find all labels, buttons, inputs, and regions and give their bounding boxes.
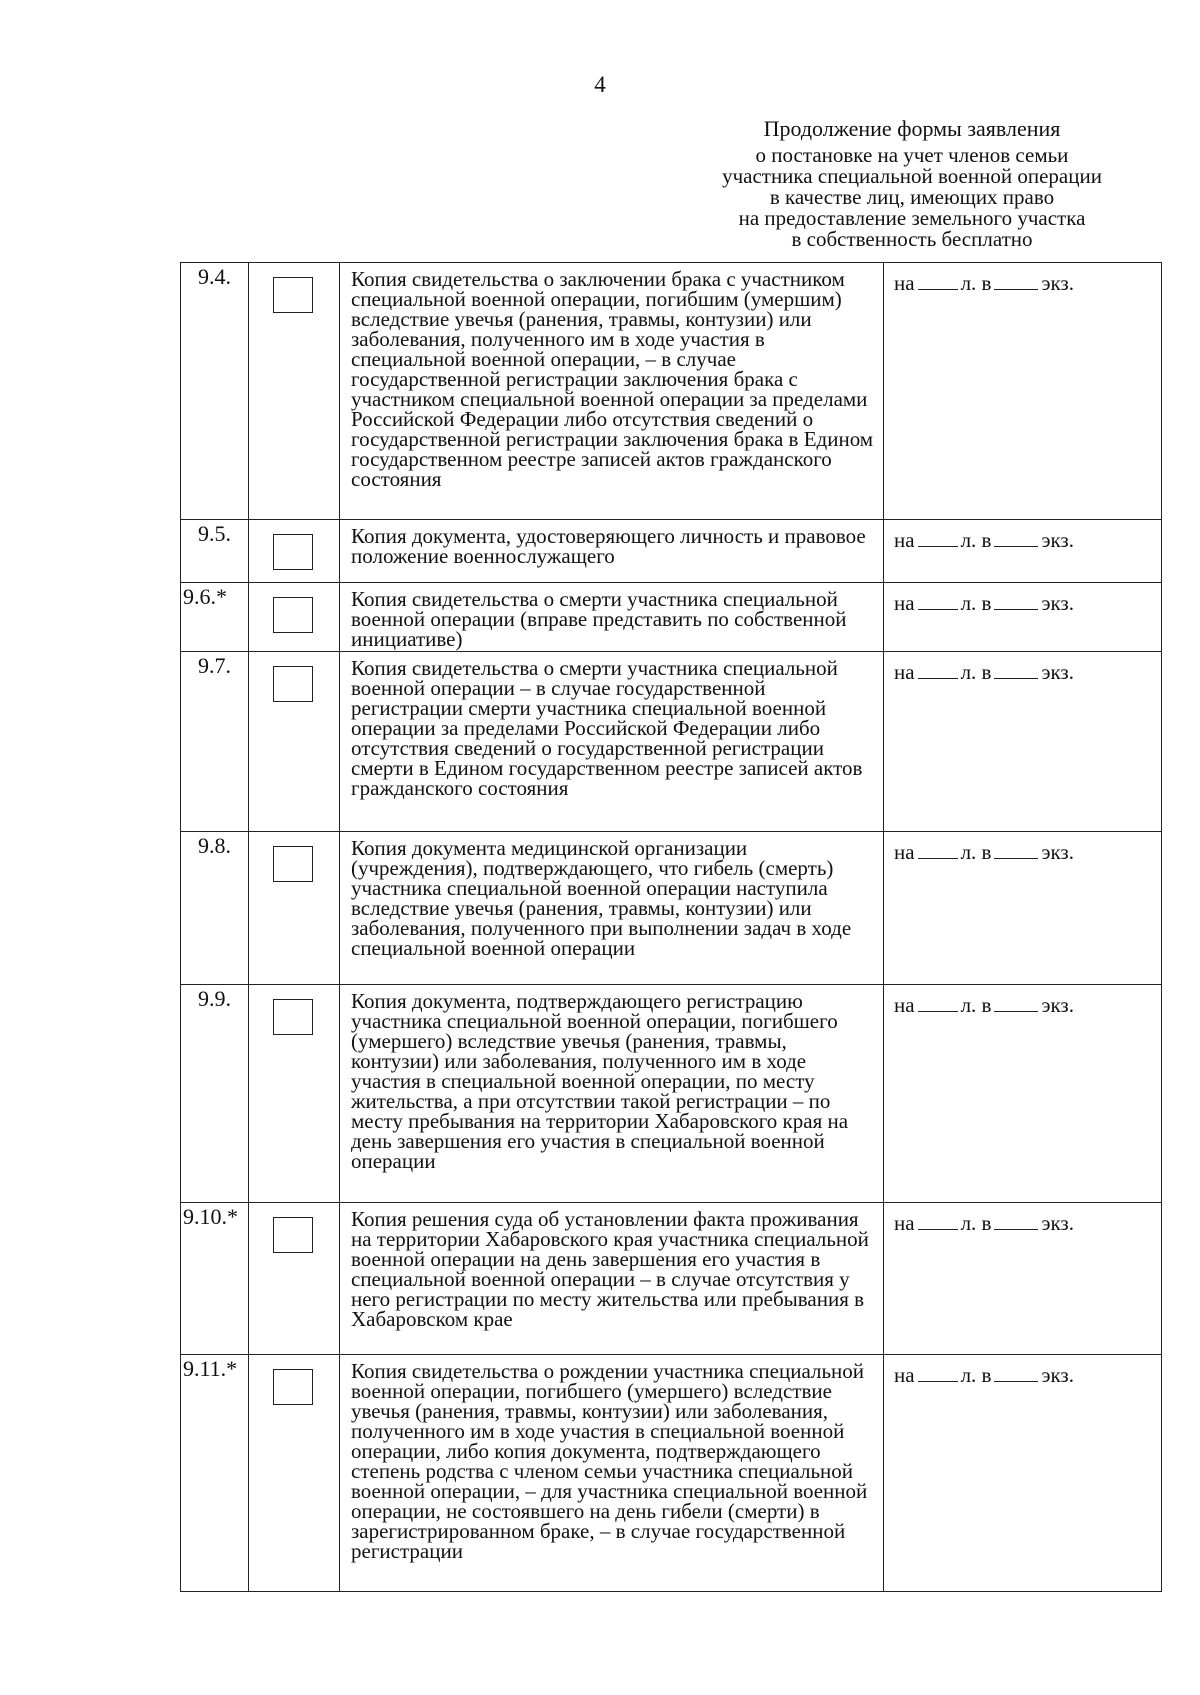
sheets-count-field[interactable] [918,532,958,547]
sheets-label: л. в [960,660,992,684]
row-description: Копия свидетельства о заключении брака с участником специальной военной операции, погибшим (умершим) вследствие увечья (ранения, травмы, контузии) или заболевания, полученного им в ходе участия в специальной военной операции, – в случае государственной регистрации заключения брака с участником специальной военной операции за пределами Российской Федерации либо отсутствия сведений о государственной регистрации заключения брака в Едином государственном реестре записей актов гражданского состояния [340,263,884,520]
table-row [181,1355,1162,1592]
sheets-label: л. в [960,271,992,295]
copies-label: экз. [1041,1211,1074,1235]
table-row [181,832,1162,985]
row-description: Копия документа, подтверждающего регистрацию участника специальной военной операции, погибшего (умершего) вследствие увечья (ранения, травмы, контузии) или заболевания, полученного им в ходе участия в специальной военной операции, по месту жительства, а при отсутствии такой регистрации – по месту пребывания на территории Хабаровского края на день завершения его участия в специальной военной операции [340,985,884,1203]
document-checkbox[interactable] [273,1217,313,1253]
form-header-line: в собственность бесплатно [791,227,1033,251]
quantity-cell [884,652,1162,832]
sheets-count-field[interactable] [918,844,958,859]
quantity-cell [884,263,1162,520]
quantity-prefix: на [894,528,915,552]
sheets-count-field[interactable] [918,664,958,679]
copies-count-field[interactable] [994,595,1038,610]
row-description: Копия свидетельства о смерти участника специальной военной операции – в случае государственной регистрации смерти участника специальной военной операции за пределами Российской Федерации либо отсутствия сведений о государственной регистрации смерти в Едином государственном реестре записей актов гражданского состояния [340,652,884,832]
table-row [181,1203,1162,1355]
sheets-count-field[interactable] [918,997,958,1012]
form-header-line: на предоставление земельного участка [738,206,1086,230]
quantity-cell [884,583,1162,652]
copies-count-field[interactable] [994,1215,1038,1230]
form-header-title: Продолжение формы заявления [763,116,1061,141]
row-number: 9.9. [198,986,231,1011]
sheets-count-field[interactable] [918,1215,958,1230]
quantity-prefix: на [894,660,915,684]
row-number: 9.8. [198,833,231,858]
document-checkbox[interactable] [273,597,313,633]
row-number: 9.7. [198,653,231,678]
sheets-label: л. в [960,1211,992,1235]
copies-label: экз. [1041,993,1074,1017]
copies-label: экз. [1041,271,1074,295]
document-checkbox[interactable] [273,666,313,702]
document-checkbox[interactable] [273,1369,313,1405]
sheets-label: л. в [960,993,992,1017]
quantity-prefix: на [894,271,915,295]
document-checkbox[interactable] [273,534,313,570]
sheets-label: л. в [960,528,992,552]
sheets-count-field[interactable] [918,595,958,610]
table-row [181,583,1162,652]
row-description: Копия документа медицинской организации (учреждения), подтверждающего, что гибель (смерть) участника специальной военной операции наступила вследствие увечья (ранения, травмы, контузии) или заболевания, полученного при выполнении задач в ходе специальной военной операции [340,832,884,985]
copies-label: экз. [1041,840,1074,864]
table-row [181,520,1162,583]
quantity-prefix: на [894,591,915,615]
copies-label: экз. [1041,591,1074,615]
row-description: Копия решения суда об установлении факта проживания на территории Хабаровского края участника специальной военной операции на день завершения его участия в специальной военной операции – в случае отсутствия у него регистрации по месту жительства или пребывания в Хабаровском крае [340,1203,884,1355]
sheets-label: л. в [960,840,992,864]
documents-table [180,262,1162,1592]
row-description: Копия свидетельства о рождении участника специальной военной операции, погибшего (умершего) вследствие увечья (ранения, травмы, контузии) или заболевания, полученного им в ходе участия в специальной военной операции, либо копия документа, подтверждающего степень родства с членом семьи участника специальной военной операции, – для участника специальной военной операции, не состоявшего на день гибели (смерти) в зарегистрированном браке, – в случае государственной регистрации [340,1355,884,1592]
quantity-cell [884,1203,1162,1355]
quantity-prefix: на [894,993,915,1017]
row-number: 9.4. [198,264,231,289]
copies-count-field[interactable] [994,532,1038,547]
copies-count-field[interactable] [994,1367,1038,1382]
quantity-cell [884,1355,1162,1592]
form-header-line: о постановке на учет членов семьи [755,143,1069,167]
copies-label: экз. [1041,528,1074,552]
document-checkbox[interactable] [273,846,313,882]
sheets-count-field[interactable] [918,1367,958,1382]
copies-count-field[interactable] [994,664,1038,679]
row-number: 9.5. [198,521,231,546]
row-number: 9.6.* [183,584,227,609]
document-checkbox[interactable] [273,277,313,313]
quantity-prefix: на [894,1363,915,1387]
form-header [668,118,1156,250]
form-header-line: в качестве лиц, имеющих право [769,185,1055,209]
form-header-line: участника специальной военной операции [722,164,1102,188]
copies-label: экз. [1041,660,1074,684]
row-number: 9.10.* [183,1204,238,1229]
quantity-prefix: на [894,840,915,864]
sheets-count-field[interactable] [918,275,958,290]
table-row [181,985,1162,1203]
page-number: 4 [594,72,606,97]
sheets-label: л. в [960,1363,992,1387]
sheets-label: л. в [960,591,992,615]
quantity-prefix: на [894,1211,915,1235]
copies-count-field[interactable] [994,275,1038,290]
quantity-cell [884,832,1162,985]
quantity-cell [884,985,1162,1203]
row-description: Копия свидетельства о смерти участника специальной военной операции (вправе представить по собственной инициативе) [340,583,884,652]
copies-count-field[interactable] [994,997,1038,1012]
table-row [181,652,1162,832]
quantity-cell [884,520,1162,583]
copies-count-field[interactable] [994,844,1038,859]
document-checkbox[interactable] [273,999,313,1035]
row-number: 9.11.* [183,1356,238,1381]
copies-label: экз. [1041,1363,1074,1387]
row-description: Копия документа, удостоверяющего личность и правовое положение военнослужащего [340,520,884,583]
table-row [181,263,1162,520]
